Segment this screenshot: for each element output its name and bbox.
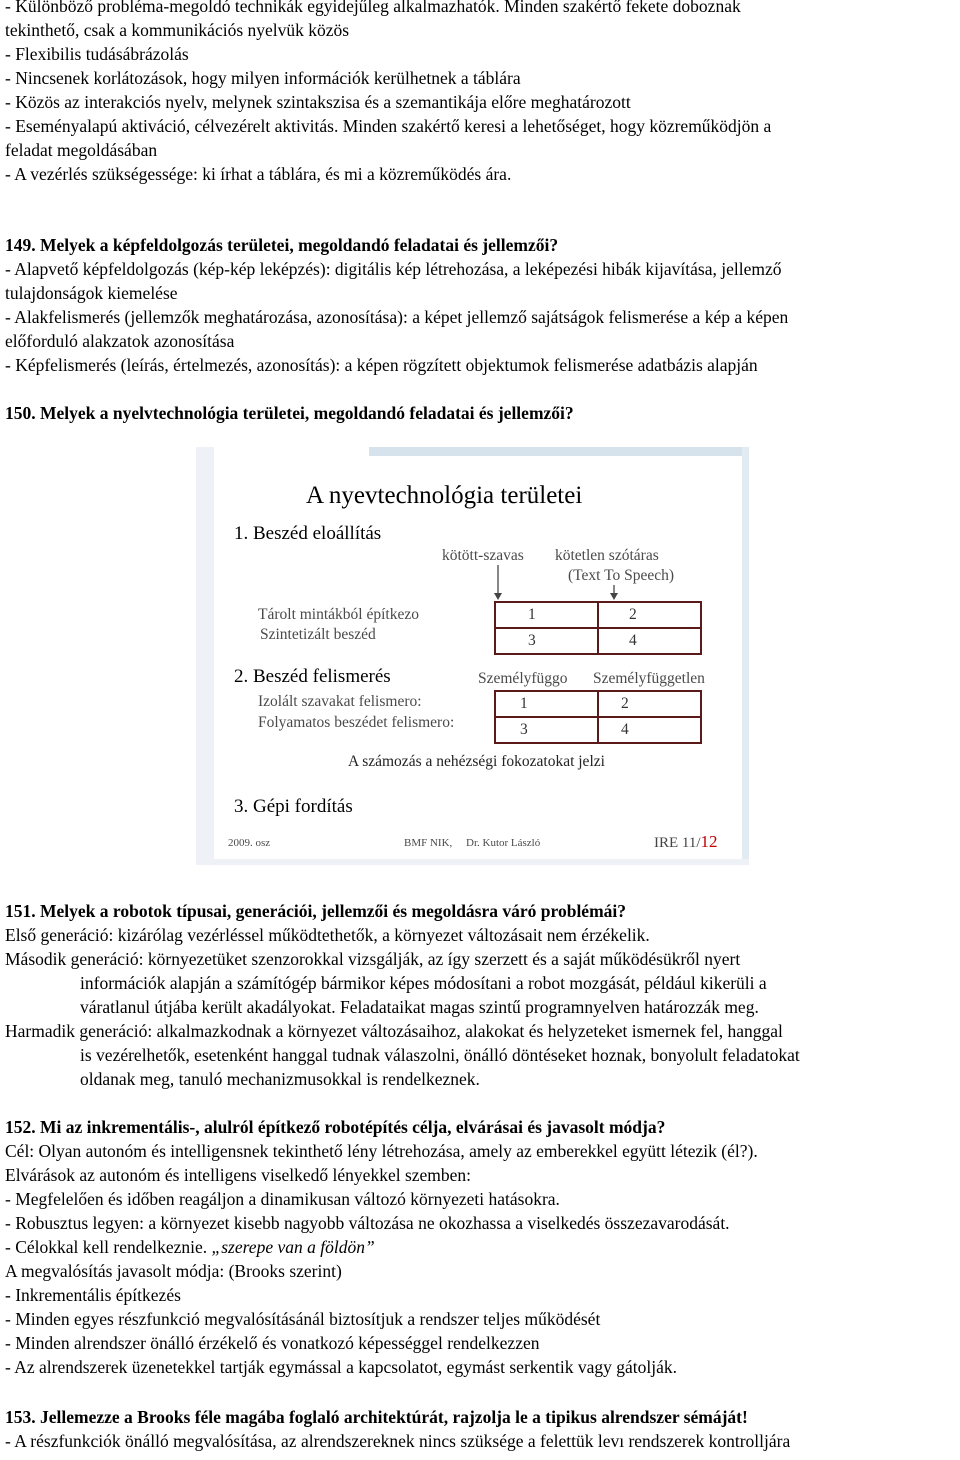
footer-page-number: 12	[700, 832, 718, 851]
text-line: váratlanul útjába került akadályokat. Feladataikat magas szintű programnyelven határozzák meg.	[80, 997, 759, 1017]
text-line: oldanak meg, tanuló mechanizmusokkal is rendelkeznek.	[80, 1069, 480, 1089]
text-line: Első generáció: kizárólag vezérléssel működtethetők, a környezet változásait nem érzékelik.	[5, 925, 650, 945]
section-3-title: 3. Gépi fordítás	[234, 796, 353, 817]
note-text: A számozás a nehézségi fokozatokat jelzi	[348, 753, 605, 770]
label-tarolt: Tárolt mintákból építkezo	[258, 606, 419, 623]
grid-cell	[597, 690, 702, 718]
text-line: - Képfelismerés (leírás, értelmezés, azonosítás): a képen rögzített objektumok felismerése adatbázis alapján	[5, 355, 758, 375]
label-kotott: kötött-szavas	[442, 547, 524, 564]
text-line: - Inkrementális építkezés	[5, 1285, 181, 1305]
embedded-slide	[196, 447, 749, 865]
text-line: - A vezérlés szükségessége: ki írhat a táblára, és mi a közreműködés ára.	[5, 164, 512, 184]
text-line: - Különböző probléma-megoldó technikák egyidejűleg alkalmazhatók. Minden szakértő fekete doboznak	[5, 0, 741, 16]
text-line: Harmadik generáció: alkalmazkodnak a környezet változásaihoz, alakokat és helyzeteket ismernek fel, hanggal	[5, 1021, 783, 1041]
text-line: információk alapján a számítógép bármikor képes módosítani a robot mozgását, például kikerüli a	[80, 973, 767, 993]
text-line: - Megfelelően és időben reagáljon a dinamikusan változó környezeti hatásokra.	[5, 1189, 560, 1209]
footer-page-prefix: IRE 11/	[654, 835, 701, 851]
label-szintetizalt: Szintetizált beszéd	[260, 626, 376, 643]
question-heading: 149. Melyek a képfeldolgozás területei, megoldandó feladatai és jellemzői?	[5, 235, 559, 255]
label-szemelyfuggo: Személyfüggo	[478, 670, 568, 687]
text-line: Cél: Olyan autonóm és intelligensnek tekinthető lény létrehozása, amely az emberekkel együtt létezik (él?).	[5, 1141, 758, 1161]
text-line: tulajdonságok kiemelése	[5, 283, 178, 303]
label-kotetlen: kötetlen szótáras	[555, 547, 659, 564]
footer-school: BMF NIK,	[404, 837, 453, 849]
arrow-head	[610, 593, 618, 600]
section-1-title: 1. Beszéd eloállítás	[234, 523, 382, 544]
text-italic-quote: „szerepe van a földön”	[211, 1237, 375, 1257]
text-line	[5, 1235, 375, 1259]
section-2-title: 2. Beszéd felismerés	[234, 666, 391, 687]
text-line: - A részfunkciók önálló megvalósítása, az alrendszereknek nincs szüksége a felettük levı rendszerek kontrolljára	[5, 1431, 791, 1451]
text-line: - Minden alrendszer önálló érzékelő és vonatkozó képességgel rendelkezzen	[5, 1333, 540, 1353]
grid-cell	[494, 716, 599, 744]
grid-cell-value: 3	[528, 632, 536, 649]
grid-cell-value: 1	[520, 695, 528, 712]
grid-cell-value: 4	[629, 632, 637, 649]
slide-title: A nyevtechnológia területei	[306, 482, 583, 509]
grid-cell-value: 2	[629, 606, 637, 623]
grid-cell-value: 2	[621, 695, 629, 712]
text-line: Második generáció: környezetüket szenzorokkal vizsgálják, az így szerzett és a saját működésükről nyert	[5, 949, 741, 969]
grid-cell	[597, 601, 702, 629]
grid-cell	[597, 627, 702, 655]
text-line: - Nincsenek korlátozások, hogy milyen információk kerülhetnek a táblára	[5, 68, 521, 88]
text-line: - Alakfelismerés (jellemzők meghatározása, azonosítása): a képet jellemző sajátságok felismerése a kép a képen	[5, 307, 789, 327]
grid-cell	[494, 627, 599, 655]
text-line: - Eseményalapú aktiváció, célvezérelt aktivitás. Minden szakértő keresi a lehetőséget, hogy közreműködjön a	[5, 116, 772, 136]
text-line: - Alapvető képfeldolgozás (kép-kép leképzés): digitális kép létrehozása, a leképezési hibák kijavítása, jellemző	[5, 259, 782, 279]
text-line: Elvárások az autonóm és intelligens viselkedő lényekkel szemben:	[5, 1165, 472, 1185]
label-tts: (Text To Speech)	[568, 567, 675, 584]
text-line: feladat megoldásában	[5, 140, 158, 160]
label-izolalt: Izolált szavakat felismero:	[258, 693, 422, 710]
grid-cell-value: 4	[621, 721, 629, 738]
grid-cell	[597, 716, 702, 744]
text-line: - Minden egyes részfunkció megvalósításánál biztosítjuk a rendszer teljes működését	[5, 1309, 601, 1329]
label-szemelyfuggetlen: Személyfüggetlen	[593, 670, 705, 687]
text-line: - Az alrendszerek üzenetekkel tartják egymással a kapcsolatot, egymást serkentik vagy gátolják.	[5, 1357, 678, 1377]
question-heading: 151. Melyek a robotok típusai, generációi, jellemzői és megoldásra váró problémái?	[5, 901, 627, 921]
text-line: - Robusztus legyen: a környezet kisebb nagyobb változása ne okozhassa a viselkedés összezavarodását.	[5, 1213, 730, 1233]
text-line: tekinthető, csak a kommunikációs nyelvük közös	[5, 20, 350, 40]
text-line: - Flexibilis tudásábrázolás	[5, 44, 189, 64]
arrow-head	[494, 593, 502, 600]
question-heading: 153. Jellemezze a Brooks féle magába foglaló architektúrát, rajzolja le a tipikus alrendszer sémáját!	[5, 1407, 748, 1427]
text-line: - Közös az interakciós nyelv, melynek szintakszisa és a szemantikája előre meghatározott	[5, 92, 631, 112]
text-line: is vezérelhetők, esetenként hanggal tudnak válaszolni, önálló döntéseket hoznak, bonyolult feladatokat	[80, 1045, 800, 1065]
footer-page	[654, 832, 718, 852]
footer-date: 2009. osz	[228, 837, 271, 849]
text-line: előforduló alakzatok azonosítása	[5, 331, 235, 351]
text-plain: - Célokkal kell rendelkeznie.	[5, 1237, 212, 1257]
label-folyamatos: Folyamatos beszédet felismero:	[258, 714, 455, 731]
text-line: A megvalósítás javasolt módja: (Brooks szerint)	[5, 1261, 342, 1281]
question-heading: 152. Mi az inkrementális-, alulról építkező robotépítés célja, elvárásai és javasolt módja?	[5, 1117, 666, 1137]
grid-cell	[494, 690, 599, 718]
question-heading: 150. Melyek a nyelvtechnológia területei, megoldandó feladatai és jellemzői?	[5, 403, 574, 423]
footer-author: Dr. Kutor László	[466, 837, 541, 849]
grid-cell-value: 3	[520, 721, 528, 738]
grid-cell-value: 1	[528, 606, 536, 623]
grid-cell	[494, 601, 599, 629]
